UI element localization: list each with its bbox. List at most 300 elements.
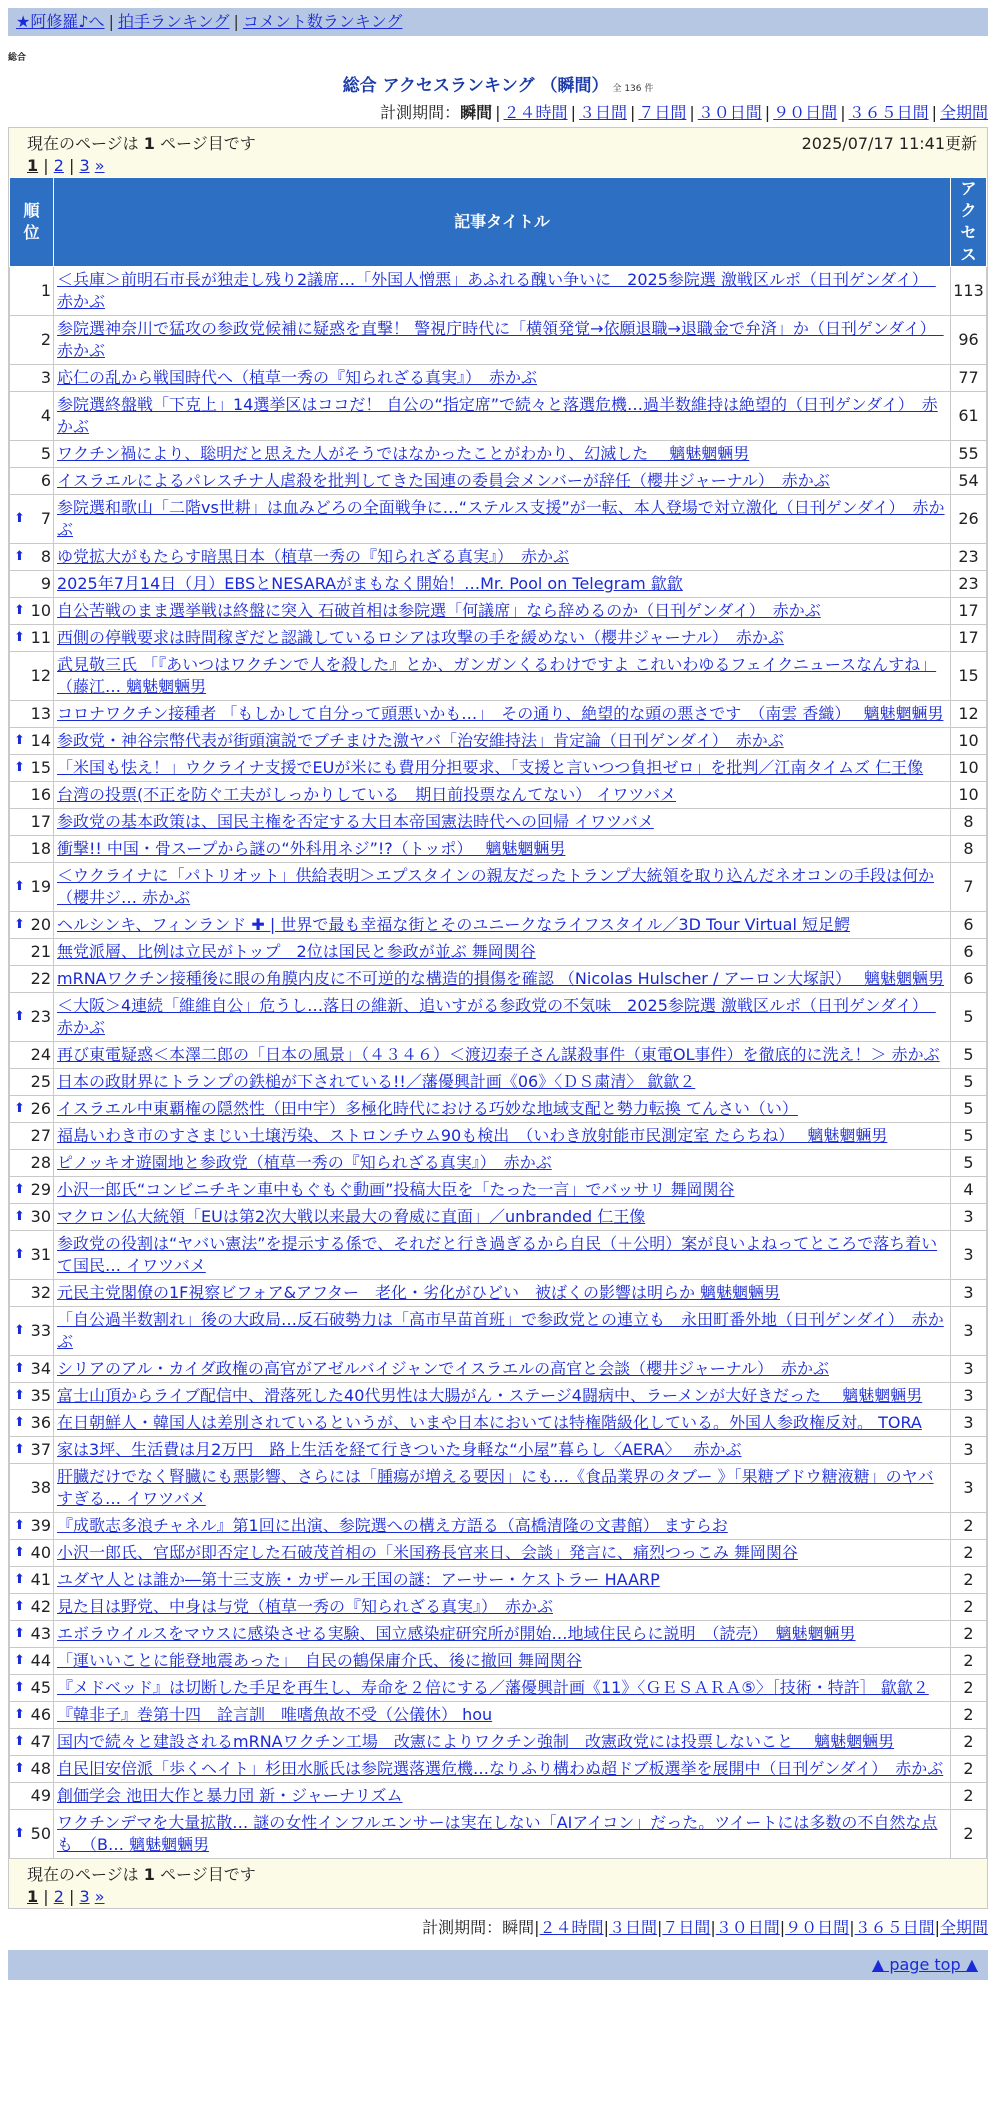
title-cell bbox=[54, 1231, 951, 1280]
article-link[interactable]: ユダヤ人とは誰か―第十三支族・カザール王国の謎：アーサー・ケストラー HAARP bbox=[57, 1570, 660, 1589]
rank-up-arrow-icon: ⬆ bbox=[14, 1442, 25, 1457]
article-link[interactable]: 在日朝鮮人・韓国人は差別されているというが、いまや日本においては特権階級化している。外国人参政権反対。 TORA bbox=[57, 1413, 922, 1432]
page-info bbox=[27, 1862, 256, 1885]
rank-cell bbox=[10, 1150, 54, 1177]
article-link[interactable]: ゆ党拡大がもたらす暗黒日本（植草一秀の『知られざる真実』） 赤かぶ bbox=[57, 547, 570, 566]
rank-cell bbox=[10, 1810, 54, 1859]
table-row bbox=[10, 267, 987, 316]
title-cell bbox=[54, 1069, 951, 1096]
rank-number: 29 bbox=[30, 1180, 51, 1199]
period-link[interactable]: ３６５日間 bbox=[854, 1918, 935, 1937]
rank-cell bbox=[10, 1410, 54, 1437]
rank-number: 2 bbox=[40, 330, 51, 349]
table-row bbox=[10, 1756, 987, 1783]
rank-number: 10 bbox=[30, 601, 51, 620]
page-link[interactable]: 3 bbox=[79, 156, 90, 175]
access-count: 5 bbox=[951, 1096, 987, 1123]
access-count: 6 bbox=[951, 966, 987, 993]
table-row bbox=[10, 782, 987, 809]
rank-cell bbox=[10, 1756, 54, 1783]
rank-number: 34 bbox=[30, 1359, 51, 1378]
article-link[interactable]: 参院選終盤戦「下克上」14選挙区はココだ！ 自公の“指定席”で続々と落選危機…過半数維持は絶望的（日刊ゲンダイ） 赤かぶ bbox=[57, 395, 938, 436]
article-link[interactable]: マクロン仏大統領「EUは第2次大戦以来最大の脅威に直面」／unbranded 仁王像 bbox=[57, 1207, 646, 1226]
table-row bbox=[10, 809, 987, 836]
ranking-panel bbox=[8, 127, 988, 1909]
period-link[interactable]: 全期間 bbox=[939, 103, 988, 122]
article-link[interactable]: 見た目は野党、中身は与党（植草一秀の『知られざる真実』） 赤かぶ bbox=[57, 1597, 554, 1616]
article-link[interactable]: エボラウイルスをマウスに感染させる実験、国立感染症研究所が開始…地域住民らに説明 （読売） 魑魅魍魎男 bbox=[57, 1624, 856, 1643]
rank-number: 48 bbox=[30, 1759, 51, 1778]
article-link[interactable]: 「自公過半数割れ」後の大政局…反石破勢力は「高市早苗首班」で参政党との連立も 永田町番外地（日刊ゲンダイ） 赤かぶ bbox=[57, 1310, 944, 1351]
table-row bbox=[10, 863, 987, 912]
rank-cell bbox=[10, 652, 54, 701]
rank-number: 21 bbox=[30, 942, 51, 961]
page-link[interactable]: 2 bbox=[53, 1887, 64, 1906]
access-count: 10 bbox=[951, 755, 987, 782]
rank-cell bbox=[10, 755, 54, 782]
table-row bbox=[10, 1231, 987, 1280]
rank-number: 28 bbox=[30, 1153, 51, 1172]
rank-cell bbox=[10, 392, 54, 441]
access-count: 5 bbox=[951, 1069, 987, 1096]
rank-number: 43 bbox=[30, 1624, 51, 1643]
period-link[interactable]: ２４時間 bbox=[539, 1918, 604, 1937]
rank-cell bbox=[10, 468, 54, 495]
rank-number: 50 bbox=[30, 1824, 51, 1843]
access-header: アクセス bbox=[951, 178, 987, 267]
rank-number: 13 bbox=[30, 704, 51, 723]
access-count: 6 bbox=[951, 912, 987, 939]
title-cell bbox=[54, 1702, 951, 1729]
article-link[interactable]: 小沢一郎氏“コンビニチキン車中もぐもぐ動画”投稿大臣を「たった一言」でバッサリ 舞岡関谷 bbox=[57, 1180, 735, 1199]
table-row bbox=[10, 316, 987, 365]
access-count: 8 bbox=[951, 809, 987, 836]
rank-number: 18 bbox=[30, 839, 51, 858]
rank-up-arrow-icon: ⬆ bbox=[14, 1653, 25, 1668]
access-count: 2 bbox=[951, 1540, 987, 1567]
title-cell bbox=[54, 863, 951, 912]
title-cell bbox=[54, 441, 951, 468]
article-link[interactable]: 『メドベッド』は切断した手足を再生し、寿命を２倍にする／藩優興計画《11》〈ＧＥＳＡＲＡ⑤〉［技術・特許］ 歙歙２ bbox=[57, 1678, 929, 1697]
title-cell bbox=[54, 544, 951, 571]
rank-cell bbox=[10, 1513, 54, 1540]
article-link[interactable]: 応仁の乱から戦国時代へ（植草一秀の『知られざる真実』） 赤かぶ bbox=[57, 368, 538, 387]
access-count: 10 bbox=[951, 728, 987, 755]
access-count: 77 bbox=[951, 365, 987, 392]
period-label: 計測期間： bbox=[422, 1918, 503, 1937]
period-separator: | bbox=[710, 1918, 716, 1937]
title-cell bbox=[54, 1204, 951, 1231]
article-link[interactable]: 衝撃!! 中国・骨スープから謎の“外科用ネジ”!?（トッポ） 魑魅魍魎男 bbox=[57, 839, 566, 858]
next-page-link[interactable]: » bbox=[94, 156, 105, 175]
rank-cell bbox=[10, 441, 54, 468]
title-cell bbox=[54, 571, 951, 598]
article-link[interactable]: ヘルシンキ、フィンランド ✚ | 世界で最も幸福な街とそのユニークなライフスタイル／3D Tour Virtual 短足鰐 bbox=[57, 915, 851, 934]
rank-cell bbox=[10, 1540, 54, 1567]
page-info-prefix: 現在のページは bbox=[27, 1865, 139, 1884]
access-count: 7 bbox=[951, 863, 987, 912]
rank-cell bbox=[10, 1042, 54, 1069]
rank-up-arrow-icon: ⬆ bbox=[14, 1761, 25, 1776]
access-count: 61 bbox=[951, 392, 987, 441]
period-separator: | bbox=[849, 1918, 855, 1937]
article-link[interactable]: 参院選和歌山「二階vs世耕」は血みどろの全面戦争に…“ステルス支援”が一転、本人登場で対立激化（日刊ゲンダイ） 赤かぶ bbox=[57, 498, 945, 539]
period-link[interactable]: ９０日間 bbox=[773, 103, 838, 122]
title-cell bbox=[54, 912, 951, 939]
title-cell bbox=[54, 1096, 951, 1123]
rank-cell bbox=[10, 1069, 54, 1096]
title-cell bbox=[54, 809, 951, 836]
article-link[interactable]: 自公苦戦のまま選挙戦は終盤に突入 石破首相は参院選「何議席」なら辞めるのか（日刊ゲンダイ） 赤かぶ bbox=[57, 601, 821, 620]
nav-separator: | bbox=[233, 12, 239, 31]
rank-cell bbox=[10, 939, 54, 966]
rank-number: 33 bbox=[30, 1321, 51, 1340]
access-count: 3 bbox=[951, 1410, 987, 1437]
access-count: 3 bbox=[951, 1437, 987, 1464]
rank-number: 20 bbox=[30, 915, 51, 934]
rank-cell bbox=[10, 1675, 54, 1702]
title-cell bbox=[54, 392, 951, 441]
article-link[interactable]: 小沢一郎氏、官邸が即否定した石破茂首相の「米国務長官来日、会談」発言に、痛烈つっこみ 舞岡関谷 bbox=[57, 1543, 798, 1562]
access-count: 2 bbox=[951, 1567, 987, 1594]
rank-number: 27 bbox=[30, 1126, 51, 1145]
access-count: 2 bbox=[951, 1513, 987, 1540]
page-separator: | bbox=[63, 1887, 80, 1906]
rank-cell bbox=[10, 1783, 54, 1810]
rank-up-arrow-icon: ⬆ bbox=[14, 1826, 25, 1841]
period-separator: | bbox=[931, 103, 937, 122]
article-link[interactable]: 台湾の投票(不正を防ぐ工夫がしっかりしている 期日前投票なんてない） イワツバメ bbox=[57, 785, 677, 804]
pagination bbox=[27, 156, 977, 175]
ranking-body bbox=[10, 267, 987, 1859]
rank-cell bbox=[10, 625, 54, 652]
page-info-suffix: ページ目です bbox=[160, 1865, 256, 1884]
article-link[interactable]: イスラエル中東覇権の隠然性（田中宇）多極化時代における巧妙な地域支配と勢力転換 てんさい（い） bbox=[57, 1099, 798, 1118]
access-count: 2 bbox=[951, 1756, 987, 1783]
article-link[interactable]: mRNAワクチン接種後に眼の角膜内皮に不可逆的な構造的損傷を確認 （Nicolas Hulscher / アーロン大塚訳） 魑魅魍魎男 bbox=[57, 969, 945, 988]
title-cell bbox=[54, 1594, 951, 1621]
ranking-table bbox=[9, 177, 987, 1859]
article-link[interactable]: ワクチン禍により、聡明だと思えた人がそうではなかったことがわかり、幻滅した 魑魅魍魎男 bbox=[57, 444, 750, 463]
access-count: 23 bbox=[951, 544, 987, 571]
page-title: 総合 アクセスランキング （瞬間） bbox=[342, 76, 609, 96]
period-link[interactable]: ７日間 bbox=[638, 103, 687, 122]
rank-up-arrow-icon: ⬆ bbox=[14, 1680, 25, 1695]
table-row bbox=[10, 1150, 987, 1177]
rank-number: 3 bbox=[40, 368, 51, 387]
title-cell bbox=[54, 1383, 951, 1410]
page-link[interactable]: 2 bbox=[53, 156, 64, 175]
rank-cell bbox=[10, 701, 54, 728]
article-link[interactable]: 元民主党閣僚の1F視察ビフォア&アフター 老化・劣化がひどい 被ばくの影響は明らか 魑魅魍魎男 bbox=[57, 1283, 781, 1302]
title-cell bbox=[54, 836, 951, 863]
period-link[interactable]: ３日間 bbox=[578, 103, 627, 122]
title-cell bbox=[54, 1567, 951, 1594]
period-link[interactable]: ２４時間 bbox=[503, 103, 568, 122]
table-row bbox=[10, 652, 987, 701]
article-link[interactable]: 参政党・神谷宗幣代表が街頭演説でブチまけた激ヤバ「治安維持法」肯定論（日刊ゲンダイ） 赤かぶ bbox=[57, 731, 784, 750]
title-cell bbox=[54, 1356, 951, 1383]
article-link[interactable]: ピノッキオ遊園地と参政党（植草一秀の『知られざる真実』） 赤かぶ bbox=[57, 1153, 552, 1172]
title-cell bbox=[54, 1177, 951, 1204]
period-link[interactable]: ３０日間 bbox=[697, 103, 762, 122]
table-row bbox=[10, 1675, 987, 1702]
rank-cell bbox=[10, 966, 54, 993]
page-top-link[interactable]: ▲ page top ▲ bbox=[871, 1955, 978, 1974]
article-link[interactable]: 参院選神奈川で猛攻の参政党候補に疑惑を直撃！ 警視庁時代に「横領発覚→依願退職→退職金で弁済」か（日刊ゲンダイ） 赤かぶ bbox=[57, 319, 944, 360]
rank-number: 45 bbox=[30, 1678, 51, 1697]
title-cell bbox=[54, 1042, 951, 1069]
rank-up-arrow-icon: ⬆ bbox=[14, 1388, 25, 1403]
access-count: 3 bbox=[951, 1383, 987, 1410]
article-link[interactable]: 参政党の役割は“ヤバい憲法”を提示する係で、それだと行き過ぎるから自民（＋公明）案が良いよねってところで落ち着いて国民… イワツバメ bbox=[57, 1234, 938, 1275]
title-cell bbox=[54, 1513, 951, 1540]
title-cell bbox=[54, 1540, 951, 1567]
rank-cell bbox=[10, 1096, 54, 1123]
title-cell bbox=[54, 495, 951, 544]
period-link[interactable]: ９０日間 bbox=[785, 1918, 850, 1937]
table-row bbox=[10, 1783, 987, 1810]
bottom-bar bbox=[8, 1950, 988, 1980]
rank-cell bbox=[10, 1383, 54, 1410]
rank-up-arrow-icon: ⬆ bbox=[14, 549, 25, 564]
title-cell bbox=[54, 782, 951, 809]
article-link[interactable]: 家は3坪、生活費は月2万円 路上生活を経て行きついた身軽な“小屋”暮らし〈AERA〉 赤かぶ bbox=[57, 1440, 742, 1459]
period-link[interactable]: ３日間 bbox=[608, 1918, 657, 1937]
article-link[interactable]: 無党派層、比例は立民がトップ 2位は国民と参政が並ぶ 舞岡関谷 bbox=[57, 942, 536, 961]
rank-number: 8 bbox=[40, 547, 51, 566]
table-row bbox=[10, 1307, 987, 1356]
rank-up-arrow-icon: ⬆ bbox=[14, 1599, 25, 1614]
total-count: 全 136 件 bbox=[612, 84, 654, 94]
article-link[interactable]: 福島いわき市のすさまじい土壌汚染、ストロンチウム90も検出 （いわき放射能市民測定室 たらちね） 魑魅魍魎男 bbox=[57, 1126, 888, 1145]
title-cell bbox=[54, 365, 951, 392]
access-count: 8 bbox=[951, 836, 987, 863]
table-row bbox=[10, 1648, 987, 1675]
table-row bbox=[10, 571, 987, 598]
access-count: 2 bbox=[951, 1783, 987, 1810]
rank-up-arrow-icon: ⬆ bbox=[14, 1209, 25, 1224]
rank-number: 22 bbox=[30, 969, 51, 988]
title-cell bbox=[54, 625, 951, 652]
rank-cell bbox=[10, 809, 54, 836]
page-separator: | bbox=[38, 1887, 54, 1906]
article-link[interactable]: 自民旧安倍派「歩くヘイト」杉田水脈氏は参院選落選危機…なりふり構わぬ超ドブ板選挙を展開中（日刊ゲンダイ） 赤かぶ bbox=[57, 1759, 944, 1778]
page-current: 1 bbox=[27, 1887, 39, 1906]
article-link[interactable]: 「米国も怯え！」ウクライナ支援でEUが米にも費用分担要求、「支援と言いつつ負担ゼロ」を批判／江南タイムズ 仁王像 bbox=[57, 758, 924, 777]
page-link[interactable]: 3 bbox=[79, 1887, 90, 1906]
rank-number: 37 bbox=[30, 1440, 51, 1459]
table-row bbox=[10, 1810, 987, 1859]
rank-cell bbox=[10, 1729, 54, 1756]
period-current: 瞬間 bbox=[460, 103, 493, 122]
title-cell bbox=[54, 1150, 951, 1177]
access-count: 2 bbox=[951, 1729, 987, 1756]
next-page-link[interactable]: » bbox=[94, 1887, 105, 1906]
period-separator: | bbox=[495, 103, 501, 122]
access-count: 2 bbox=[951, 1594, 987, 1621]
article-link[interactable]: ＜兵庫＞前明石市長が独走し残り2議席…「外国人憎悪」あふれる醜い争いに 2025参院選 激戦区ルポ（日刊ゲンダイ） 赤かぶ bbox=[57, 270, 936, 311]
rank-number: 12 bbox=[30, 666, 51, 685]
rank-number: 16 bbox=[30, 785, 51, 804]
period-separator: | bbox=[656, 1918, 663, 1937]
article-link[interactable]: コロナワクチン接種者 「もしかして自分って頭悪いかも…」 その通り、絶望的な頭の悪さです （南雲 香織） 魑魅魍魎男 bbox=[57, 704, 944, 723]
rank-number: 30 bbox=[30, 1207, 51, 1226]
rank-number: 36 bbox=[30, 1413, 51, 1432]
access-count: 15 bbox=[951, 652, 987, 701]
period-separator: | bbox=[840, 103, 846, 122]
title-cell bbox=[54, 652, 951, 701]
article-link[interactable]: 日本の政財界にトランプの鉄槌が下されている!!／藩優興計画《06》〈ＤＳ粛清〉 歙歙２ bbox=[57, 1072, 696, 1091]
title-cell bbox=[54, 939, 951, 966]
table-row bbox=[10, 993, 987, 1042]
table-row bbox=[10, 728, 987, 755]
table-row bbox=[10, 1437, 987, 1464]
title-cell bbox=[54, 598, 951, 625]
page-info-suffix: ページ目です bbox=[160, 134, 256, 153]
access-count: 3 bbox=[951, 1356, 987, 1383]
rank-up-arrow-icon: ⬆ bbox=[14, 1182, 25, 1197]
article-link[interactable]: 富士山頂からライブ配信中、滑落死した40代男性は大腸がん・ステージ4闘病中、ラーメンが大好きだった 魑魅魍魎男 bbox=[57, 1386, 923, 1405]
rank-number: 42 bbox=[30, 1597, 51, 1616]
title-cell bbox=[54, 1280, 951, 1307]
title-cell bbox=[54, 1621, 951, 1648]
rank-cell bbox=[10, 1567, 54, 1594]
period-link[interactable]: ３０日間 bbox=[715, 1918, 780, 1937]
article-link[interactable]: 「運いいことに能登地震あった」 自民の鶴保庸介氏、後に撤回 舞岡関谷 bbox=[57, 1651, 582, 1670]
page-info bbox=[27, 131, 256, 154]
article-link[interactable]: 武見敬三氏 「『あいつはワクチンで人を殺した』とか、ガンガンくるわけですよ これいわゆるフェイクニュースなんすね」 （藤江… 魑魅魍魎男 bbox=[57, 655, 937, 696]
period-link[interactable]: 全期間 bbox=[939, 1918, 988, 1937]
article-link[interactable]: シリアのアル・カイダ政権の高官がアゼルバイジャンでイスラエルの高官と会談（櫻井ジャーナル） 赤かぶ bbox=[57, 1359, 830, 1378]
access-count: 113 bbox=[951, 267, 987, 316]
access-count: 2 bbox=[951, 1648, 987, 1675]
table-row bbox=[10, 598, 987, 625]
updated-time: 2025/07/17 11:41更新 bbox=[801, 134, 977, 153]
rank-cell bbox=[10, 836, 54, 863]
rank-up-arrow-icon: ⬆ bbox=[14, 733, 25, 748]
access-count: 10 bbox=[951, 782, 987, 809]
period-separator: | bbox=[779, 1918, 786, 1937]
clap-ranking-link[interactable]: 拍手ランキング bbox=[117, 12, 230, 31]
rank-up-arrow-icon: ⬆ bbox=[14, 1361, 25, 1376]
title-cell bbox=[54, 1437, 951, 1464]
table-row bbox=[10, 1464, 987, 1513]
rank-up-arrow-icon: ⬆ bbox=[14, 1101, 25, 1116]
table-row bbox=[10, 468, 987, 495]
access-count: 23 bbox=[951, 571, 987, 598]
title-cell bbox=[54, 701, 951, 728]
rank-number: 1 bbox=[40, 281, 51, 300]
table-row bbox=[10, 441, 987, 468]
table-row bbox=[10, 701, 987, 728]
rank-number: 46 bbox=[30, 1705, 51, 1724]
rank-up-arrow-icon: ⬆ bbox=[14, 603, 25, 618]
article-link[interactable]: 国内で続々と建設されるmRNAワクチン工場 改憲によりワクチン強制 改憲政党には投票しないこと 魑魅魍魎男 bbox=[57, 1732, 895, 1751]
rank-up-arrow-icon: ⬆ bbox=[14, 1323, 25, 1338]
rank-cell bbox=[10, 1204, 54, 1231]
period-selector-bottom bbox=[0, 1915, 988, 1938]
period-separator: | bbox=[934, 1918, 940, 1937]
article-link[interactable]: 再び東電疑惑＜本澤二郎の「日本の風景」（４３４６）＜渡辺泰子さん謀殺事件（東電OL事件）を徹底的に洗え！＞ 赤かぶ bbox=[57, 1045, 940, 1064]
page-info-num: 1 bbox=[143, 1865, 155, 1884]
article-link[interactable]: 西側の停戦要求は時間稼ぎだと認識しているロシアは攻撃の手を緩めない（櫻井ジャーナル） 赤かぶ bbox=[57, 628, 784, 647]
table-row bbox=[10, 392, 987, 441]
table-row bbox=[10, 1729, 987, 1756]
access-count: 2 bbox=[951, 1675, 987, 1702]
table-row bbox=[10, 365, 987, 392]
access-count: 55 bbox=[951, 441, 987, 468]
article-link[interactable]: ＜ウクライナに「パトリオット」供給表明＞エプスタインの親友だったトランプ大統領を取り込んだネオコンの手段は何か（櫻井ジ… 赤かぶ bbox=[57, 866, 934, 907]
title-cell bbox=[54, 468, 951, 495]
rank-up-arrow-icon: ⬆ bbox=[14, 1247, 25, 1262]
rank-up-arrow-icon: ⬆ bbox=[14, 1572, 25, 1587]
rank-number: 26 bbox=[30, 1099, 51, 1118]
rank-number: 6 bbox=[40, 471, 51, 490]
comment-ranking-link[interactable]: コメント数ランキング bbox=[242, 12, 403, 31]
article-link[interactable]: イスラエルによるパレスチナ人虐殺を批判してきた国連の委員会メンバーが辞任（櫻井ジャーナル） 赤かぶ bbox=[57, 471, 830, 490]
title-header: 記事タイトル bbox=[54, 178, 951, 267]
article-link[interactable]: 肝臓だけでなく腎臓にも悪影響、さらには「腫瘍が増える要因」にも…《食品業界のタブー 》「果糖ブドウ糖液糖」のヤバすぎる… イワツバメ bbox=[57, 1467, 934, 1508]
article-link[interactable]: ワクチンデマを大量拡散… 謎の女性インフルエンサーは実在しない「AIアイコン」だった。ツイートには多数の不自然な点も （B… 魑魅魍魎男 bbox=[57, 1813, 938, 1854]
rank-cell bbox=[10, 316, 54, 365]
article-link[interactable]: 創価学会 池田大作と暴力団 新・ジャーナリズム bbox=[57, 1786, 403, 1805]
rank-number: 15 bbox=[30, 758, 51, 777]
rank-cell bbox=[10, 1280, 54, 1307]
table-row bbox=[10, 1383, 987, 1410]
rank-cell bbox=[10, 267, 54, 316]
title-cell bbox=[54, 1756, 951, 1783]
table-row bbox=[10, 1621, 987, 1648]
article-link[interactable]: 参政党の基本政策は、国民主権を否定する大日本帝国憲法時代への回帰 イワツバメ bbox=[57, 812, 654, 831]
period-separator: | bbox=[764, 103, 771, 122]
page-heading bbox=[0, 71, 996, 96]
period-link[interactable]: ７日間 bbox=[662, 1918, 711, 1937]
title-cell bbox=[54, 728, 951, 755]
rank-number: 38 bbox=[30, 1478, 51, 1497]
page-current: 1 bbox=[27, 156, 39, 175]
page-info-num: 1 bbox=[143, 134, 155, 153]
table-row bbox=[10, 1702, 987, 1729]
rank-number: 25 bbox=[30, 1072, 51, 1091]
article-link[interactable]: 2025年7月14日（月）EBSとNESARAがまもなく開始！…Mr. Pool on Telegram 歙歙 bbox=[57, 574, 683, 593]
access-count: 2 bbox=[951, 1810, 987, 1859]
period-link[interactable]: ３６５日間 bbox=[848, 103, 929, 122]
rank-number: 31 bbox=[30, 1245, 51, 1264]
access-count: 3 bbox=[951, 1307, 987, 1356]
article-link[interactable]: 『韓非子』巻第十四 詮言訓 唯嗜魚故不受（公儀休） hou bbox=[57, 1705, 493, 1724]
title-cell bbox=[54, 966, 951, 993]
rank-up-arrow-icon: ⬆ bbox=[14, 760, 25, 775]
page-info-bar-bottom bbox=[9, 1859, 987, 1908]
home-link[interactable]: ★阿修羅♪へ bbox=[16, 12, 105, 31]
table-row bbox=[10, 755, 987, 782]
rank-number: 19 bbox=[30, 877, 51, 896]
article-link[interactable]: 『成歌志多浪チャネル』第1回に出演、参院選への構え方語る（高橋清隆の文書館） ますらお bbox=[57, 1516, 728, 1535]
rank-number: 32 bbox=[30, 1283, 51, 1302]
rank-cell bbox=[10, 728, 54, 755]
page-info-prefix: 現在のページは bbox=[27, 134, 139, 153]
article-link[interactable]: ＜大阪＞4連続「維維自公」危うし…落日の維新、追いすがる参政党の不気味 2025参院選 激戦区ルポ（日刊ゲンダイ） 赤かぶ bbox=[57, 996, 936, 1037]
title-cell bbox=[54, 755, 951, 782]
access-count: 5 bbox=[951, 1042, 987, 1069]
section-label: 総合 bbox=[8, 53, 27, 63]
table-row bbox=[10, 1280, 987, 1307]
period-label: 計測期間： bbox=[380, 103, 461, 122]
rank-cell bbox=[10, 598, 54, 625]
title-cell bbox=[54, 1307, 951, 1356]
rank-cell bbox=[10, 1621, 54, 1648]
